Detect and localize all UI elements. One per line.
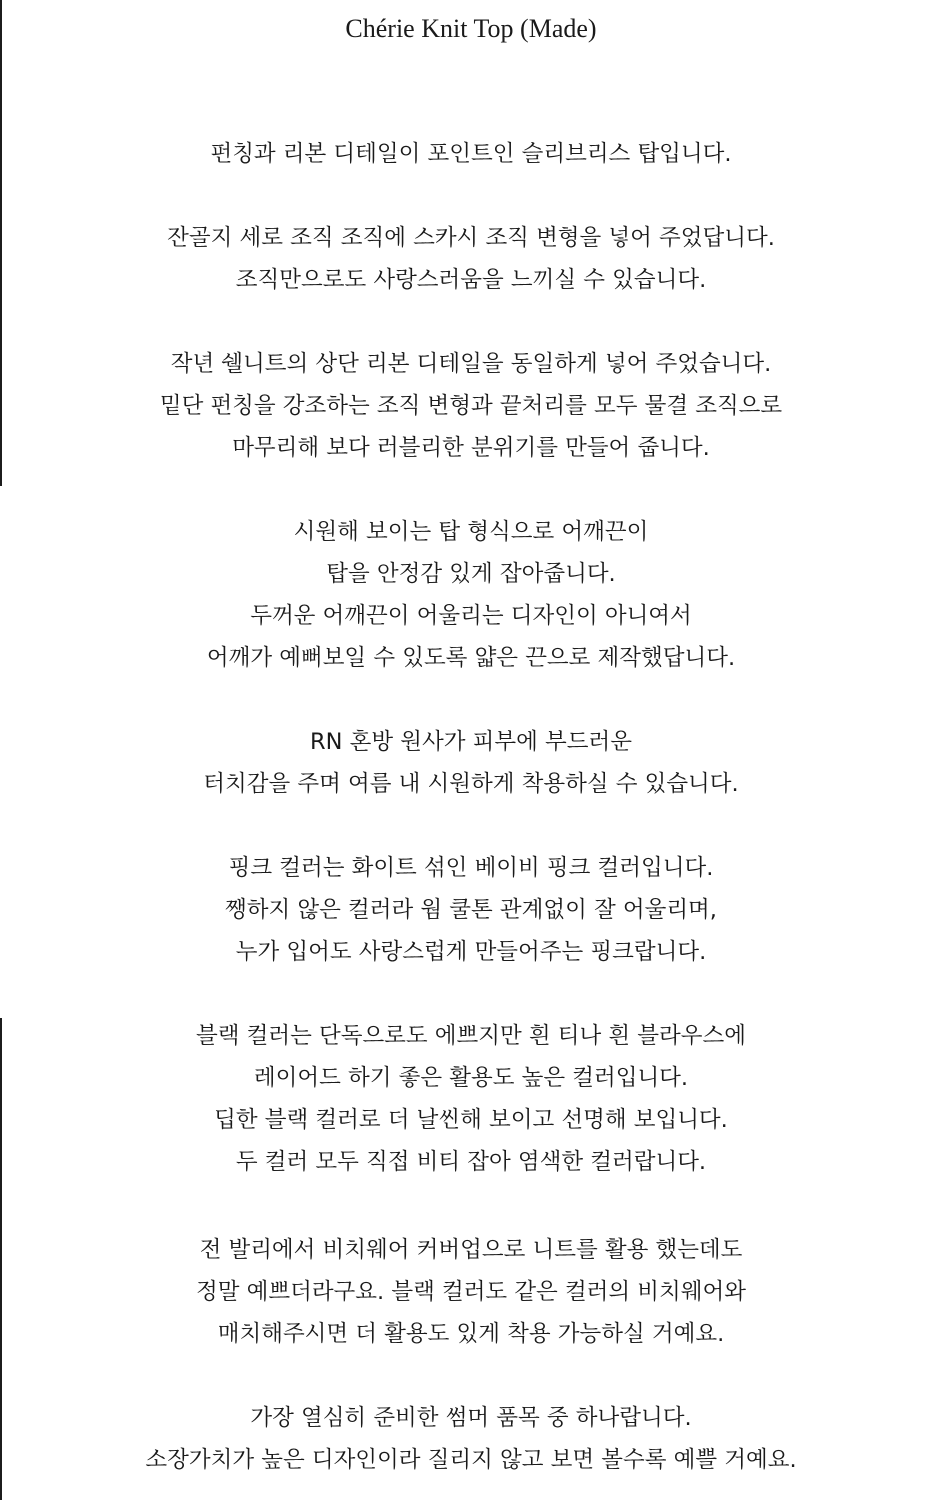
text-line: 잔골지 세로 조직 조직에 스카시 조직 변형을 넣어 주었답니다.: [167, 225, 775, 251]
paragraph-closing: [0, 1397, 942, 1481]
text-line: 작년 쉘니트의 상단 리본 디테일을 동일하게 넣어 주었습니다.: [170, 351, 772, 377]
text-line: 매치해주시면 더 활용도 있게 착용 가능하실 거예요.: [217, 1321, 725, 1347]
paragraph-black-color: [0, 1015, 942, 1183]
paragraph-straps: [0, 511, 942, 679]
paragraph-intro: [0, 133, 942, 175]
text-line: 전 발리에서 비치웨어 커버업으로 니트를 활용 했는데도: [199, 1237, 743, 1263]
text-line: 펀칭과 리본 디테일이 포인트인 슬리브리스 탑입니다.: [210, 141, 732, 167]
text-line: 레이어드 하기 좋은 활용도 높은 컬러입니다.: [253, 1065, 689, 1091]
text-line: 소장가치가 높은 디자인이라 질리지 않고 보면 볼수록 예쁠 거예요.: [145, 1447, 797, 1473]
text-line: 어깨가 예뻐보일 수 있도록 얇은 끈으로 제작했답니다.: [206, 645, 736, 671]
text-line: 조직만으로도 사랑스러움을 느끼실 수 있습니다.: [235, 267, 707, 293]
text-line: 쨍하지 않은 컬러라 웜 쿨톤 관계없이 잘 어울리며,: [225, 897, 717, 923]
text-line: 두 컬러 모두 직접 비티 잡아 염색한 컬러랍니다.: [235, 1149, 707, 1175]
text-line: 탑을 안정감 있게 잡아줍니다.: [326, 561, 616, 587]
text-line: 마무리해 보다 러블리한 분위기를 만들어 줍니다.: [232, 435, 710, 461]
paragraph-styling: [0, 1229, 942, 1355]
text-line: 두꺼운 어깨끈이 어울리는 디자인이 아니여서: [250, 603, 692, 629]
text-line: 시원해 보이는 탑 형식으로 어깨끈이: [293, 519, 649, 545]
paragraph-material: [0, 721, 942, 805]
text-line: 핑크 컬러는 화이트 섞인 베이비 핑크 컬러입니다.: [228, 855, 714, 881]
paragraph-ribbon-detail: [0, 343, 942, 469]
text-line: RN 혼방 원사가 피부에 부드러운: [310, 729, 632, 755]
text-line: 누가 입어도 사랑스럽게 만들어주는 핑크랍니다.: [235, 939, 707, 965]
text-line: 블랙 컬러는 단독으로도 에쁘지만 흰 티나 흰 블라우스에: [196, 1023, 746, 1049]
paragraph-pink-color: [0, 847, 942, 973]
product-title: Chérie Knit Top (Made): [345, 14, 597, 43]
text-line: 밑단 펀칭을 강조하는 조직 변형과 끝처리를 모두 물결 조직으로: [159, 393, 783, 419]
text-line: 딥한 블랙 컬러로 더 날씬해 보이고 선명해 보입니다.: [214, 1107, 728, 1133]
text-line: 정말 예쁘더라구요. 블랙 컬러도 같은 컬러의 비치웨어와: [196, 1279, 746, 1305]
text-line: 가장 열심히 준비한 썸머 품목 중 하나랍니다.: [250, 1405, 692, 1431]
text-line: 터치감을 주며 여름 내 시원하게 착용하실 수 있습니다.: [203, 771, 739, 797]
paragraph-texture: [0, 217, 942, 301]
